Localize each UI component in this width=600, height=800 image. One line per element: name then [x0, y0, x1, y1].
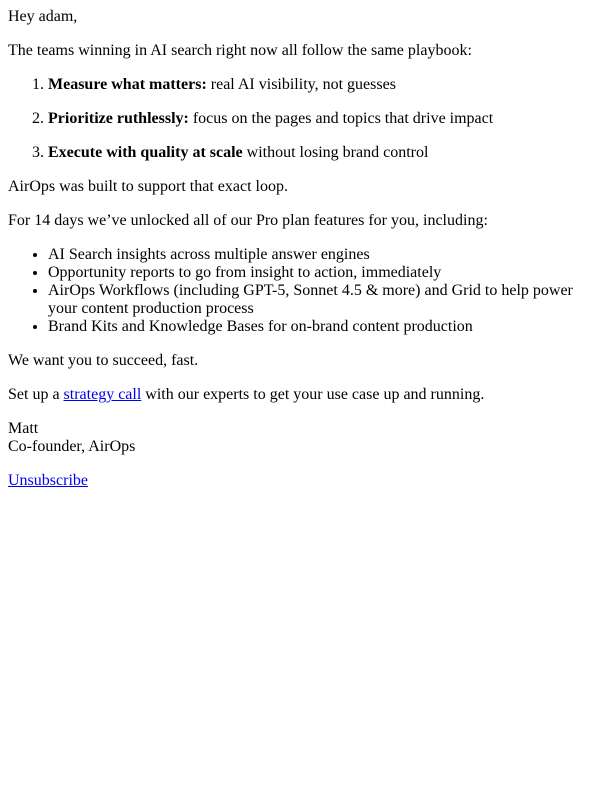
playbook-item-measure: [48, 76, 592, 94]
unsubscribe-link[interactable]: Unsubscribe: [8, 472, 88, 489]
intro-paragraph: The teams winning in AI search right now all follow the same playbook:: [8, 42, 472, 59]
succeed-paragraph: We want you to succeed, fast.: [8, 352, 199, 369]
features-list: [8, 246, 592, 336]
feature-item: • AI Search insights across multiple answer engines: [48, 246, 592, 264]
feature-item: • AirOps Workflows (including GPT-5, Sonnet 4.5 & more) and Grid to help power your content production process: [48, 282, 592, 318]
playbook-item-prioritize: [48, 110, 592, 128]
signature-title: Co-founder, AirOps: [8, 438, 136, 455]
trial-paragraph: For 14 days we’ve unlocked all of our Pro plan features for you, including:: [8, 212, 488, 229]
playbook-item-text: focus on the pages and topics that drive impact: [188, 110, 494, 127]
feature-item: • Opportunity reports to go from insight to action, immediately: [48, 264, 592, 282]
playbook-list: [8, 76, 592, 162]
playbook-item-heading: Prioritize ruthlessly:: [48, 110, 189, 127]
playbook-item-text: without losing brand control: [242, 144, 429, 161]
playbook-item-heading: Measure what matters:: [48, 76, 207, 93]
playbook-item-text: real AI visibility, not guesses: [206, 76, 396, 93]
signature-name: Matt: [8, 420, 39, 437]
playbook-item-execute: [48, 144, 592, 162]
cta-text-before: Set up a: [8, 386, 64, 403]
greeting: Hey adam,: [8, 8, 78, 25]
cta-text-after: with our experts to get your use case up and running.: [141, 386, 485, 403]
playbook-item-heading: Execute with quality at scale: [48, 144, 243, 161]
strategy-call-link[interactable]: strategy call: [63, 386, 142, 403]
unsubscribe-paragraph: [8, 472, 592, 490]
support-paragraph: AirOps was built to support that exact loop.: [8, 178, 288, 195]
cta-paragraph: [8, 386, 592, 404]
signature: [8, 420, 592, 456]
feature-item: • Brand Kits and Knowledge Bases for on-brand content production: [48, 318, 592, 336]
